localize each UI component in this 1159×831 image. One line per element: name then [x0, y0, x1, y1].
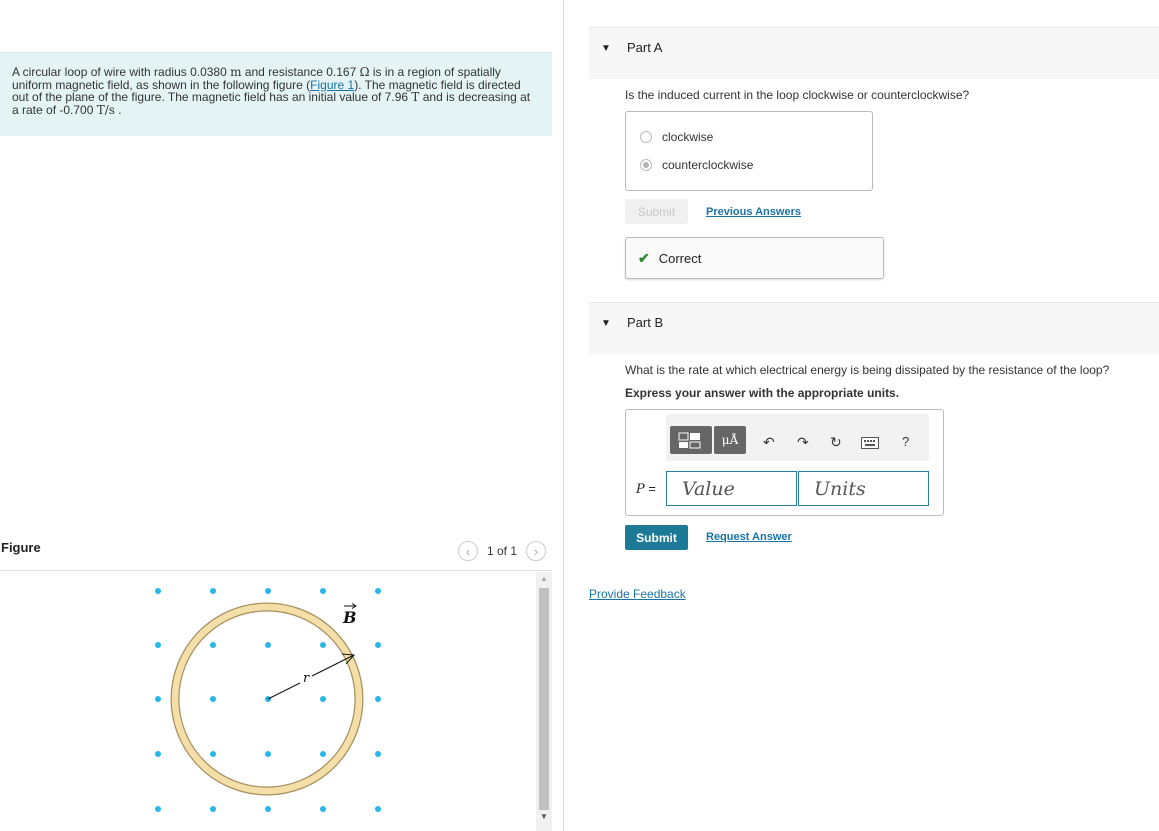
- choice-label: clockwise: [662, 130, 714, 144]
- templates-button[interactable]: [670, 426, 712, 454]
- problem-text: A circular loop of wire with radius 0.0380: [12, 65, 231, 79]
- units-button[interactable]: [714, 426, 746, 454]
- radius-label: r: [303, 671, 310, 686]
- magnetic-loop-figure: [130, 574, 410, 831]
- column-divider: [563, 0, 564, 831]
- scrollbar-thumb[interactable]: [539, 588, 549, 810]
- radius-arrow: [268, 654, 354, 699]
- part-b-title: Part B: [627, 315, 664, 330]
- help-icon[interactable]: ?: [902, 434, 910, 449]
- templates-icon: [676, 430, 706, 450]
- chevron-right-icon: ›: [533, 543, 539, 559]
- request-answer-link[interactable]: Request Answer: [706, 531, 792, 543]
- part-b-question: What is the rate at which electrical energy is being dissipated by the resistance of the loop?: [625, 363, 1110, 377]
- undo-icon[interactable]: ↶: [763, 434, 775, 450]
- problem-text: and is decreasing at a rate of -0.700: [12, 90, 531, 117]
- collapse-triangle-icon[interactable]: ▼: [601, 318, 611, 329]
- equals-sign: =: [644, 481, 656, 496]
- result-feedback: [625, 237, 884, 279]
- figure-link[interactable]: Figure 1: [310, 77, 355, 92]
- part-a-title: Part A: [627, 40, 663, 55]
- unit-tesla-per-second: T/s: [96, 102, 115, 117]
- radio-counterclockwise[interactable]: [640, 159, 652, 171]
- part-b-submit-button[interactable]: Submit: [625, 525, 688, 550]
- check-icon: ✔: [638, 249, 650, 266]
- variable-symbol: P: [636, 482, 645, 497]
- variable-label: [636, 481, 656, 497]
- prev-figure-button[interactable]: [458, 541, 478, 561]
- problem-text: ). The magnetic field is directed out of the plane of the figure. The magnetic field has an initial value of 7.96: [12, 77, 521, 104]
- unit-ohm: Ω: [359, 65, 370, 79]
- choice-label: counterclockwise: [662, 158, 754, 172]
- keyboard-icon[interactable]: [861, 437, 879, 449]
- figure-scrollbar[interactable]: [536, 572, 552, 831]
- radio-clockwise[interactable]: [640, 131, 652, 143]
- scroll-up-icon[interactable]: ▲: [540, 574, 548, 583]
- choice-counterclockwise[interactable]: [640, 158, 753, 172]
- chevron-left-icon: ‹: [465, 543, 471, 559]
- figure-title: Figure: [1, 540, 41, 555]
- answer-choices: [625, 111, 873, 191]
- figure-pager: [458, 541, 546, 561]
- units-input[interactable]: Units: [798, 471, 929, 506]
- problem-text: and resistance 0.167: [241, 65, 360, 79]
- reset-icon[interactable]: ↻: [830, 434, 842, 450]
- part-b-instruction: Express your answer with the appropriate units.: [625, 386, 900, 400]
- problem-text: .: [114, 102, 122, 117]
- part-a-submit-button[interactable]: Submit: [625, 199, 688, 224]
- figure-divider: [0, 570, 552, 571]
- part-a-header[interactable]: [589, 27, 1159, 79]
- redo-icon[interactable]: ↷: [797, 434, 809, 450]
- field-label: B: [343, 608, 357, 627]
- choice-clockwise[interactable]: [640, 130, 713, 144]
- part-b-header[interactable]: [589, 302, 1159, 354]
- part-a-question: Is the induced current in the loop clockwise or counterclockwise?: [625, 88, 970, 102]
- problem-text: is in a region of spatially uniform magnetic field, as shown in the following figure (: [12, 65, 501, 92]
- next-figure-button[interactable]: [526, 541, 546, 561]
- previous-answers-link[interactable]: Previous Answers: [706, 206, 801, 218]
- provide-feedback-link[interactable]: Provide Feedback: [589, 587, 686, 601]
- problem-statement: [0, 52, 552, 136]
- units-icon: μÅ: [721, 433, 739, 447]
- answer-entry-box: [625, 409, 944, 516]
- unit-tesla: T: [411, 90, 420, 104]
- figure-page-count: 1 of 1: [487, 544, 518, 558]
- result-label: Correct: [658, 250, 702, 266]
- math-toolbar: [666, 414, 929, 461]
- unit-meter: m: [230, 65, 242, 79]
- value-input[interactable]: Value: [666, 471, 797, 506]
- scroll-down-icon[interactable]: ▼: [540, 812, 548, 821]
- collapse-triangle-icon[interactable]: ▼: [601, 43, 611, 54]
